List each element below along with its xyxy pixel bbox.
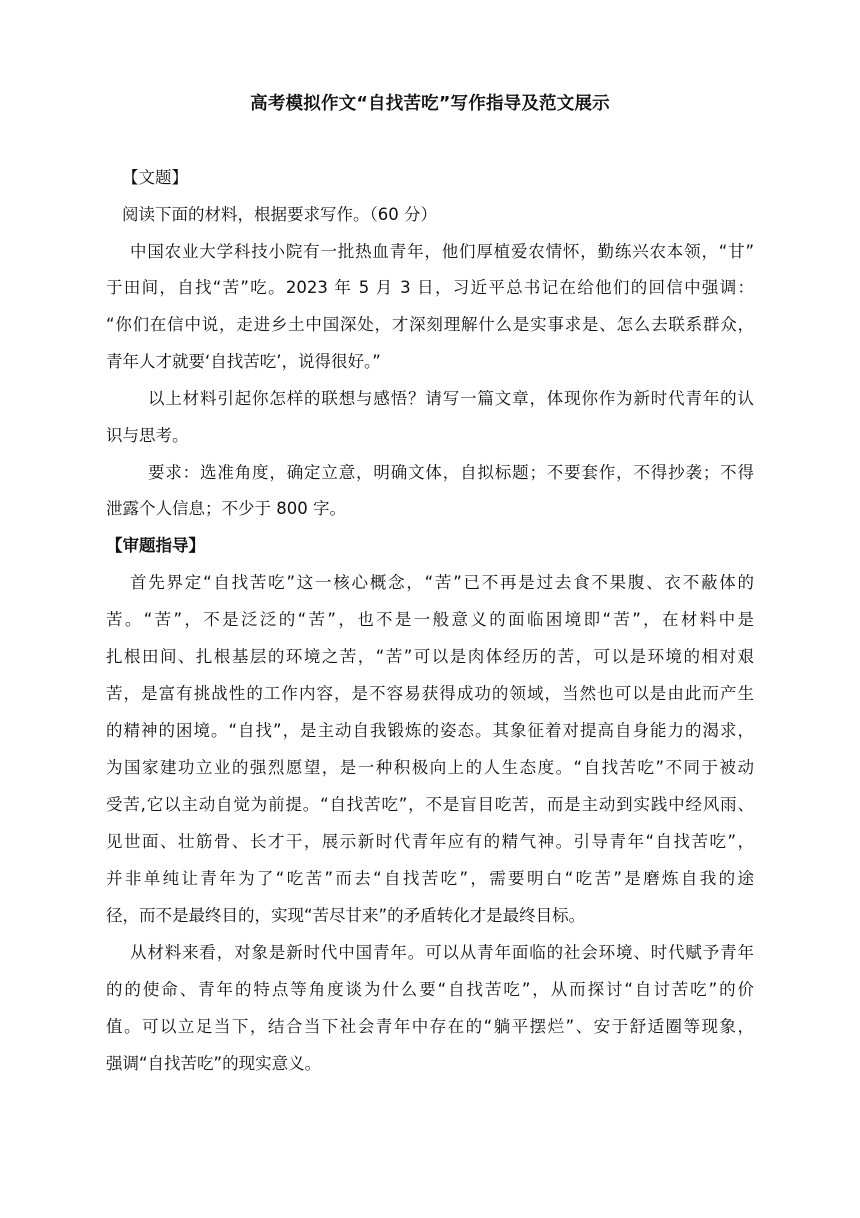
requirement-line: 要求：选准角度，确定立意，明确文体，自拟标题；不要套作，不得抄袭；不得 — [148, 463, 754, 482]
guidance-line: 并非单纯让青年为了“吃苦”而去“自找苦吃”，需要明白“吃苦”是磨炼自我的途 — [106, 869, 754, 888]
question-line: 识与思考。 — [106, 426, 189, 445]
guidance-line: 的精神的困境。“自找”，是主动自我锻炼的姿态。其象征着对提高自身能力的渴求， — [106, 721, 754, 740]
guidance-line: 径，而不是最终目的，实现“苦尽甘来”的矛盾转化才是最终目标。 — [106, 906, 586, 925]
material-line: 中国农业大学科技小院有一批热血青年，他们厚植爱农情怀，勤练兴农本领，“甘” — [130, 242, 754, 261]
prompt-heading: 【文题】 — [122, 168, 188, 187]
guidance-line: 值。可以立足当下，结合当下社会青年中存在的“躺平摆烂”、安于舒适圈等现象， — [106, 1017, 754, 1036]
guidance-line: 为国家建功立业的强烈愿望，是一种积极向上的人生态度。“自找苦吃”不同于被动 — [106, 758, 754, 777]
guidance-line: 扎根田间、扎根基层的环境之苦，“苦”可以是肉体经历的苦，可以是环境的相对艰 — [106, 647, 754, 666]
material-line: “你们在信中说，走进乡土中国深处，才深刻理解什么是实事求是、怎么去联系群众， — [106, 315, 754, 334]
guidance-line: 强调“自找苦吃”的现实意义。 — [106, 1054, 322, 1073]
guidance-line: 的的使命、青年的特点等角度谈为什么要“自找苦吃”，从而探讨“自讨苦吃”的价 — [106, 980, 754, 999]
guidance-line: 苦。“苦”，不是泛泛的“苦”，也不是一般意义的面临困境即“苦”，在材料中是 — [106, 610, 754, 629]
document-title: 高考模拟作文“自找苦吃”写作指导及范文展示 — [250, 94, 610, 114]
guidance-line: 受苦,它以主动自觉为前提。“自找苦吃”，不是盲目吃苦，而是主动到实践中经风雨、 — [106, 795, 754, 814]
requirement-line: 泄露个人信息；不少于 800 字。 — [106, 499, 346, 518]
guidance-line: 从材料来看，对象是新时代中国青年。可以从青年面临的社会环境、时代赋予青年 — [130, 943, 754, 962]
guidance-line: 首先界定“自找苦吃”这一核心概念，“苦”已不再是过去食不果腹、衣不蔽体的 — [130, 573, 754, 592]
question-line: 以上材料引起你怎样的联想与感悟？请写一篇文章，体现你作为新时代青年的认 — [148, 389, 754, 408]
prompt-instruction: 阅读下面的材料，根据要求写作。（60 分） — [122, 205, 437, 224]
material-line: 于田间，自找“苦”吃。2023 年 5 月 3 日，习近平总书记在给他们的回信中强调： — [106, 278, 754, 297]
material-line: 青年人才就要‘自找苦吃’，说得很好。” — [106, 352, 381, 371]
guidance-heading: 【审题指导】 — [106, 536, 205, 555]
guidance-line: 见世面、壮筋骨、长才干，展示新时代青年应有的精气神。引导青年“自找苦吃”， — [106, 832, 754, 851]
guidance-line: 苦，是富有挑战性的工作内容，是不容易获得成功的领域，当然也可以是由此而产生 — [106, 684, 754, 703]
